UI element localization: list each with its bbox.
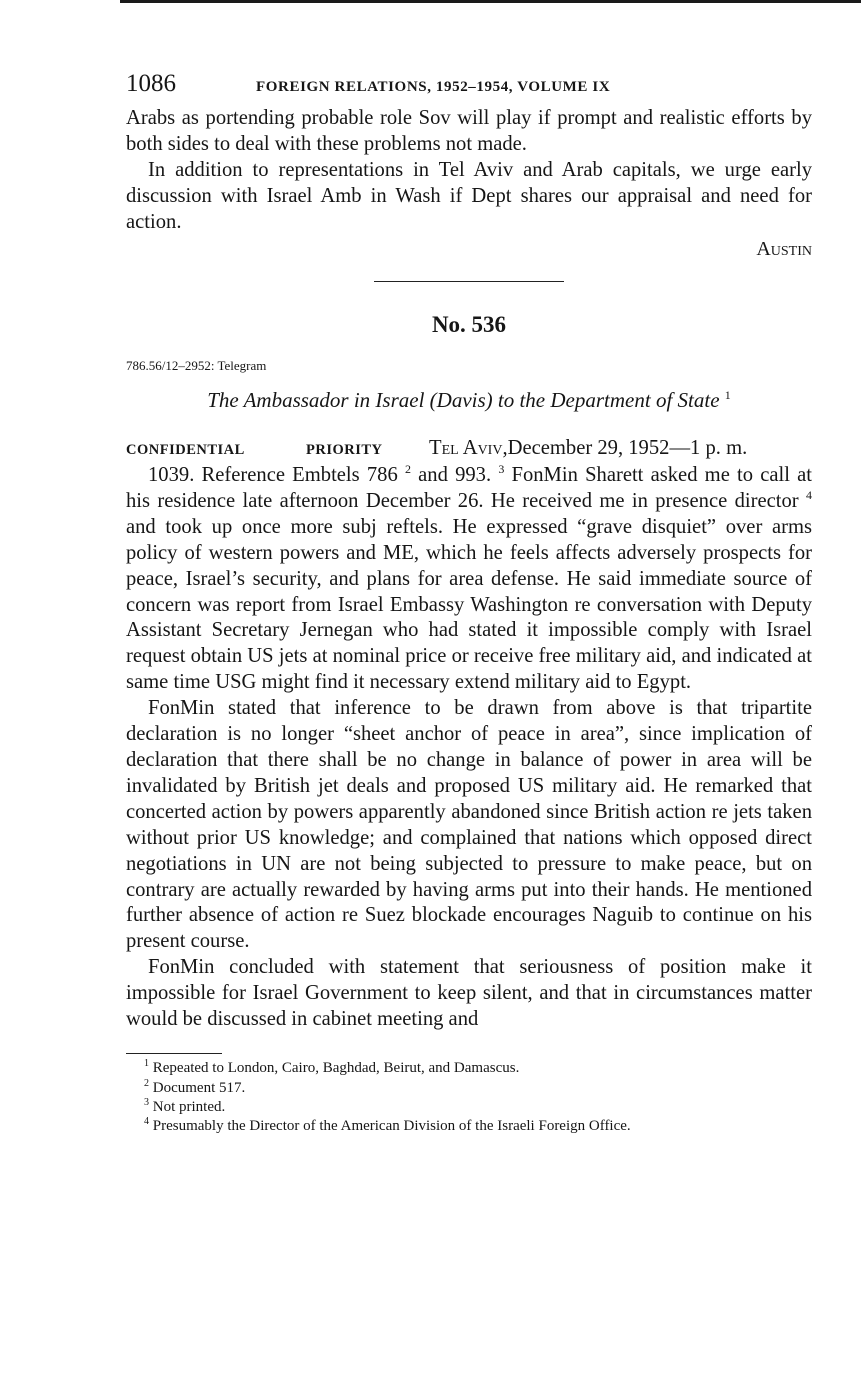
footnote-mark: 2: [144, 1077, 149, 1089]
precedence: PRIORITY: [306, 442, 383, 459]
page-number: 1086: [126, 70, 176, 97]
footnote-text: Repeated to London, Cairo, Baghdad, Beirut, and Damascus.: [149, 1060, 520, 1077]
p1-text-c: FonMin Sharett asked me to call at his residence late afternoon December 26. He received me in presence director: [126, 464, 813, 512]
footnote-mark: 4: [144, 1116, 149, 1128]
footnote-text: Not printed.: [149, 1099, 226, 1116]
footnote-text: Document 517.: [149, 1079, 246, 1096]
running-head: FOREIGN RELATIONS, 1952–1954, VOLUME IX: [256, 79, 611, 95]
body-paragraph-3: FonMin concluded with statement that seriousness of position make it impossible for Israel Government to keep silent, and that in circumstances matter would be discussed in cabinet meeting and: [126, 956, 812, 1031]
footnote-mark: 3: [144, 1097, 149, 1109]
dateline-date: December 29, 1952—1 p. m.: [507, 437, 748, 460]
footnotes: [144, 1059, 812, 1136]
continued-paragraph: Arabs as portending probable role Sov will play if prompt and realistic efforts by both sides to deal with these problems not made.: [126, 107, 812, 155]
footnote-item: [144, 1098, 812, 1117]
page-body: [126, 70, 812, 1137]
footnote-mark: 1: [144, 1058, 149, 1070]
footnote-ref-1: 1: [724, 388, 731, 403]
footnote-divider: [126, 1053, 222, 1055]
p1-text-b: and 993.: [410, 464, 499, 487]
footnote-text: Presumably the Director of the American Division of the Israeli Foreign Office.: [149, 1118, 631, 1135]
top-border-rule: [120, 0, 861, 3]
body-paragraph-1: [126, 463, 812, 696]
page-header: [126, 70, 812, 106]
dateline: [126, 435, 812, 463]
p1-text-d: and took up once more subj reftels. He expressed “grave disquiet” over arms policy of western powers and ME, which he feels affects adversely prospects for peace, Israel’s security, and plans for area defense. He said immediate source of concern was report from Israel Embassy Washington re conversation with Deputy Assistant Secretary Jernegan who had stated it impossible comply with Israel request obtain US jets at nominal price or receive free military aid, and indicated at same time USG might find it necessary extend military aid to Egypt.: [126, 515, 812, 694]
footnote-item: [144, 1059, 812, 1078]
body-paragraph-2: FonMin stated that inference to be drawn from above is that tripartite declaration is no longer “sheet anchor of peace in area”, since implication of declaration that there shall be no change in balance of power in area will be invalidated by British jet deals and proposed US military aid. He remarked that concerted action by powers apparently abandoned since British action re jets taken without prior US knowledge; and complained that nations which opposed direct negotiations in UN are not being subjected to pressure to make peace, but on contrary are actually rewarded by having arms put into their hands. He mentioned further absence of action re Suez blockade encourages Naguib to continue on his present course.: [126, 697, 812, 953]
classification: CONFIDENTIAL: [126, 442, 245, 459]
footnote-item: [144, 1079, 812, 1098]
document-number: No. 536: [431, 312, 507, 338]
file-reference: 786.56/12–2952: Telegram: [126, 358, 267, 374]
footnote-ref-3: 3: [498, 462, 505, 477]
signature: Austin: [756, 237, 812, 260]
closing-paragraph: In addition to representations in Tel Aviv and Arab capitals, we urge early discussion with Israel Amb in Wash if Dept shares our appraisal and need for action.: [126, 158, 812, 233]
footnote-ref-2: 2: [404, 462, 411, 477]
document-title-text: The Ambassador in Israel (Davis) to the Department of State: [207, 388, 720, 413]
document-title: [126, 388, 812, 413]
p1-text-a: 1039. Reference Embtels 786: [148, 464, 405, 487]
footnote-ref-4: 4: [806, 488, 812, 503]
section-divider: [374, 281, 564, 283]
footnote-item: [144, 1117, 812, 1136]
dateline-place: Tel Aviv,: [429, 437, 508, 460]
